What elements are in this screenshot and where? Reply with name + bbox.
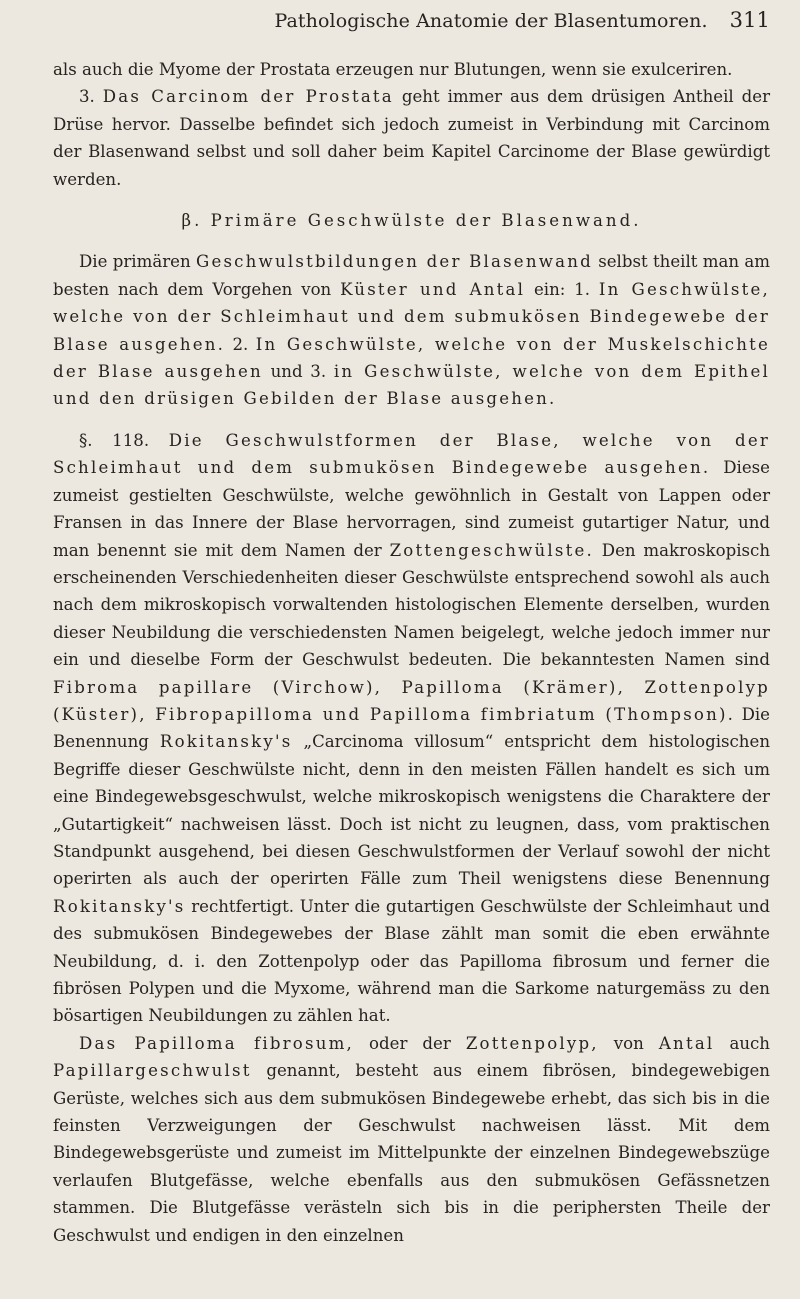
section-number: §. 118.	[79, 430, 150, 450]
spaced-heading: Das Carcinom der Prostata	[102, 87, 394, 107]
paragraph-intro: als auch die Myome der Prostata erzeugen nur Blutungen, wenn sie exulceriren.	[53, 60, 733, 79]
paragraph-primary-tumors: Die primären Geschwulstbildungen der Blasenwand selbst theilt man am besten nach dem Vorgehen von Küster und Antal ein: 1. In Geschwülste, welche von der Schleimhaut und dem submukösen Bindegewebe der Blase ausgehen. 2. In Geschwülste, welche von der Muskelschichte der Blase ausgehen und 3. in Geschwülste, welche von dem Epithel und den drüsigen Gebilden der Blase ausgehen.	[53, 252, 771, 409]
running-header	[53, 8, 770, 44]
section-heading: β. Primäre Geschwülste der Blasenwand.	[181, 211, 642, 231]
page-number: 311	[729, 8, 770, 32]
paragraph-section-118: §. 118. Die Geschwulstformen der Blase, welche von der Schleimhaut und dem submukösen Bindegewebe ausgehen. Diese zumeist gestielten Geschwülste, welche gewöhnlich in Gestalt von Lappen oder Fransen in das Innere der Blase hervorragen, sind zumeist gutartiger Natur, und man benennt sie mit dem Namen der Zottengeschwülste. Den makroskopisch erscheinenden Verschiedenheiten dieser Geschwülste entsprechend sowohl als auch nach dem mikroskopisch vorwaltenden histologischen Elemente derselben, wurden dieser Neubildung die verschiedensten Namen beigelegt, welche jedoch immer nur ein und dieselbe Form der Geschwulst bedeuten. Die bekanntesten Namen sind Fibroma papillare (Virchow), Papilloma (Krämer), Zottenpolyp (Küster), Fibropapilloma und Papilloma fimbriatum (Thompson). Die Benennung Rokitansky's „Carcinoma villosum“ entspricht dem histologischen Begriffe dieser Geschwülste nicht, denn in den meisten Fällen handelt es sich um eine Bindegewebsgeschwulst, welche mikroskopisch wenigstens die Charaktere der „Gutartigkeit“ nachweisen lässt. Doch ist nicht zu leugnen, dass, vom praktischen Standpunkt ausgehend, bei diesen Geschwulstformen der Verlauf sowohl der nicht operirten als auch der operirten Fälle zum Theil wenigstens diese Benennung Rokitansky's rechtfertigt. Unter die gutartigen Geschwülste der Schleimhaut und des submukösen Bindegewebes der Blase zählt man somit die eben erwähnte Neubildung, d. i. den Zottenpolyp oder das Papilloma fibrosum und ferner die fibrösen Polypen und die Myxome, während man die Sarkome naturgemäss zu den bösartigen Neubildungen zu zählen hat.	[53, 430, 771, 1026]
running-title: Pathologische Anatomie der Blasentumoren.	[274, 10, 708, 32]
paragraph-papilloma-fibrosum: Das Papilloma fibrosum, oder der Zottenpolyp, von Antal auch Papillargeschwulst genannt, besteht aus einem fibrösen, bindegewebigen Gerüste, welches sich aus dem submukösen Bindegewebe erhebt, das sich bis in die feinsten Verzweigungen der Geschwulst nachweisen lässt. Mit dem Bindegewebsgerüste und zumeist im Mittelpunkte der einzelnen Bindegewebszüge verlaufen Blutgefässe, welche ebenfalls aus den submukösen Gefässnetzen stammen. Die Blutgefässe verästeln sich bis in die periphersten Theile der Geschwulst und endigen in den einzelnen	[53, 1033, 770, 1245]
paragraph-prostate-carcinoma: 3. Das Carcinom der Prostata geht immer aus dem drüsigen Antheil der Drüse hervor. Dasselbe befindet sich jedoch zumeist in Verbindung mit Carcinom der Blasenwand selbst und soll daher beim Kapitel Carcinome der Blase gewürdigt werden.	[53, 87, 771, 189]
